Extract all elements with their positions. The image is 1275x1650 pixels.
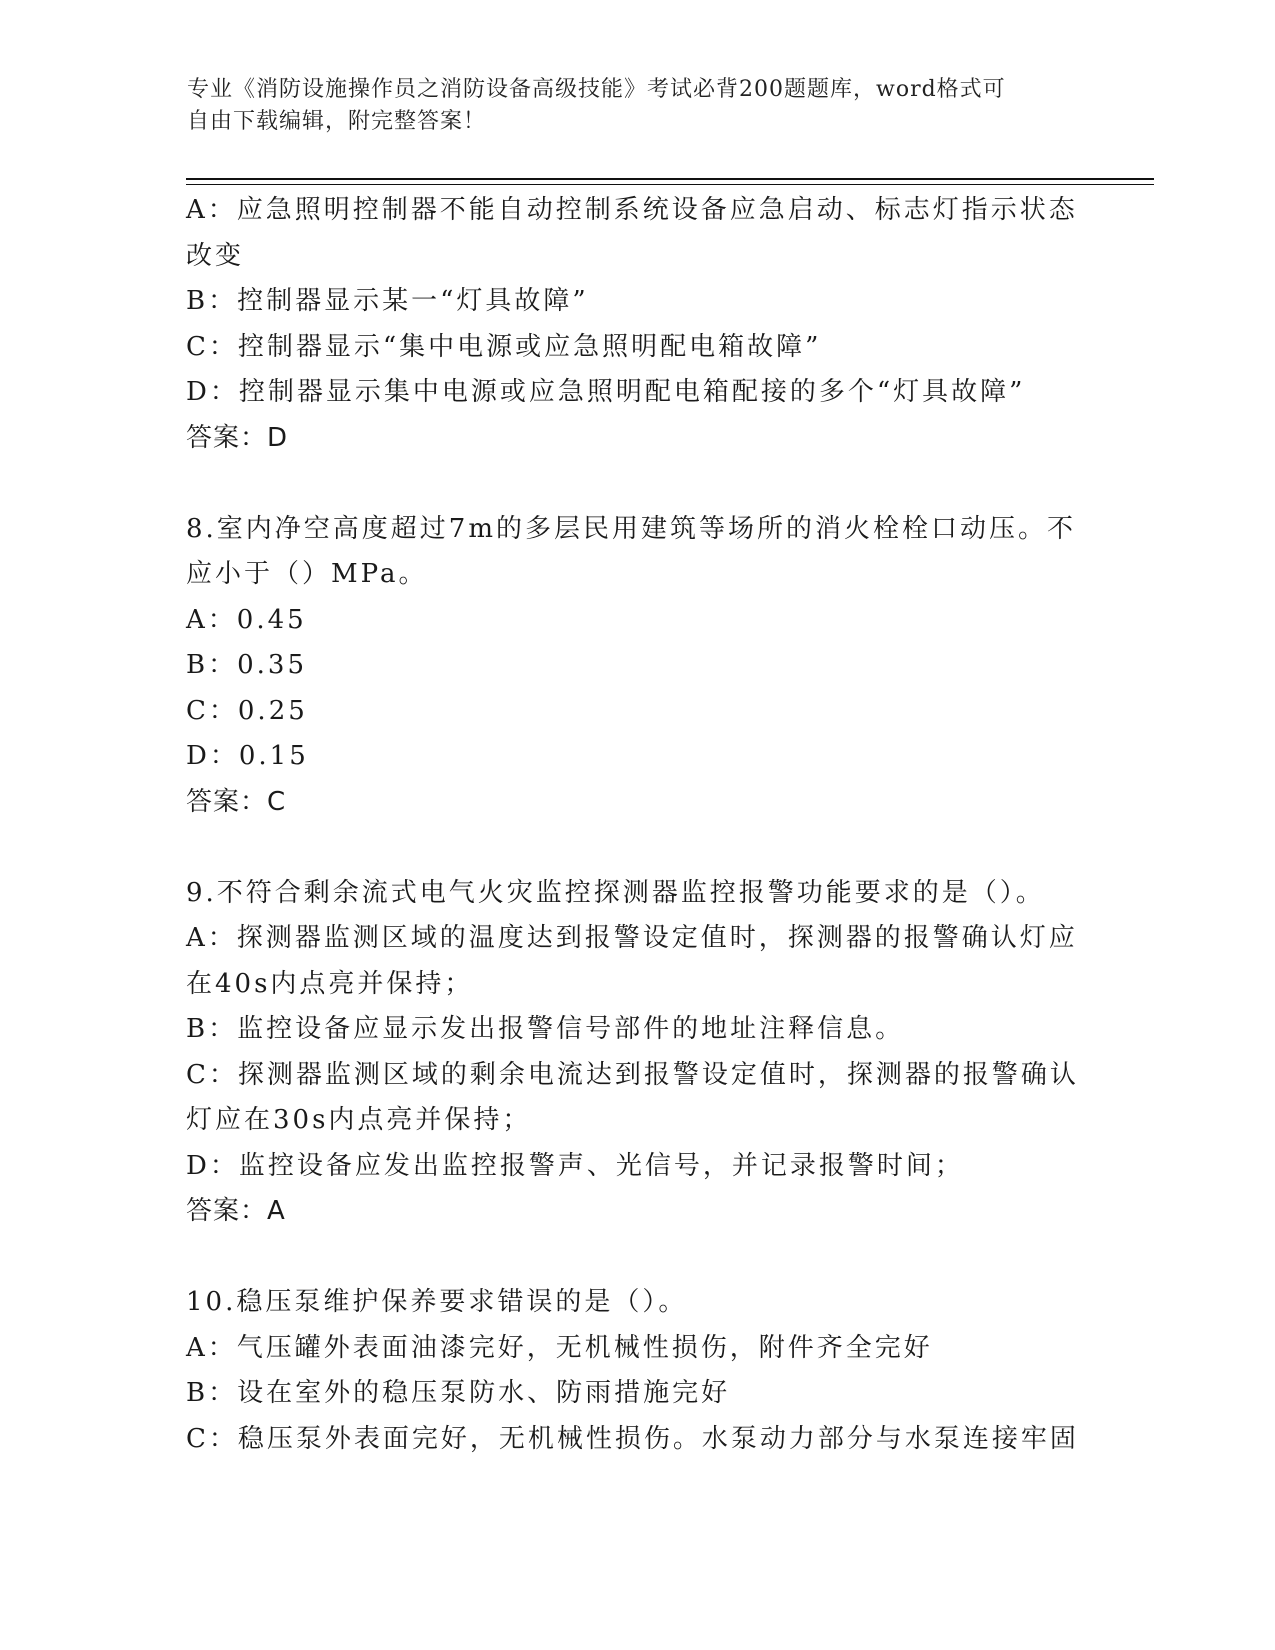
q8-answer: 答案：C [186, 786, 287, 817]
spacer [186, 461, 1086, 507]
q7-answer: 答案：D [186, 422, 289, 453]
q9-answer: 答案：A [186, 1196, 286, 1226]
q10-option-b: B：设在室外的稳压泵防水、防雨措施完好 [186, 1378, 731, 1408]
spacer [186, 825, 1086, 871]
q9-option-b: B：监控设备应显示发出报警信号部件的地址注释信息。 [186, 1014, 905, 1044]
question-10 [186, 1280, 1086, 1462]
q9-stem: 9.不符合剩余流式电气火灾监控探测器监控报警功能要求的是（）。 [186, 877, 1045, 908]
q10-stem: 10.稳压泵维护保养要求错误的是（）。 [186, 1287, 688, 1317]
header-divider-thin [186, 184, 1154, 185]
q8-stem-line1: 8.室内净空高度超过7m的多层民用建筑等场所的消火栓栓口动压。不 [186, 513, 1077, 544]
document-header [187, 74, 1067, 138]
q7-option-b: B：控制器显示某一“灯具故障” [186, 286, 589, 316]
q9-option-c-line2: 灯应在30s内点亮并保持； [186, 1105, 532, 1135]
q10-option-c: C：稳压泵外表面完好，无机械性损伤。水泵动力部分与水泵连接牢固 [186, 1423, 1079, 1454]
q7-option-a-line1: A：应急照明控制器不能自动控制系统设备应急启动、标志灯指示状态 [186, 195, 1078, 225]
header-divider-thick [186, 178, 1154, 180]
q9-option-d: D：监控设备应发出监控报警声、光信号，并记录报警时间； [186, 1150, 964, 1181]
q8-option-b: B：0.35 [186, 650, 307, 680]
question-8 [186, 507, 1086, 826]
question-list [186, 188, 1086, 1462]
q10-option-a: A：气压罐外表面油漆完好，无机械性损伤，附件齐全完好 [186, 1332, 933, 1363]
q9-option-a-line2: 在40s内点亮并保持； [186, 968, 474, 999]
q8-option-c: C：0.25 [186, 695, 308, 726]
q8-option-a: A：0.45 [186, 604, 307, 635]
question-9 [186, 871, 1086, 1235]
header-title-line2: 自由下载编辑，附完整答案！ [187, 109, 487, 134]
question-7 [186, 188, 1086, 461]
q8-option-d: D：0.15 [186, 741, 309, 771]
header-title-line1: 专业《消防设施操作员之消防设备高级技能》考试必背200题题库，word格式可 [187, 77, 1006, 102]
q7-option-c: C：控制器显示“集中电源或应急照明配电箱故障” [186, 331, 822, 362]
spacer [186, 1235, 1086, 1281]
q9-option-a-line1: A：探测器监测区域的温度达到报警设定值时，探测器的报警确认灯应 [186, 923, 1078, 953]
q7-option-d: D：控制器显示集中电源或应急照明配电箱配接的多个“灯具故障” [186, 377, 1026, 407]
q8-stem-line2: 应小于（）MPa。 [186, 559, 428, 589]
q9-option-c-line1: C：探测器监测区域的剩余电流达到报警设定值时，探测器的报警确认 [186, 1059, 1079, 1090]
q7-option-a-line2: 改变 [186, 240, 245, 271]
